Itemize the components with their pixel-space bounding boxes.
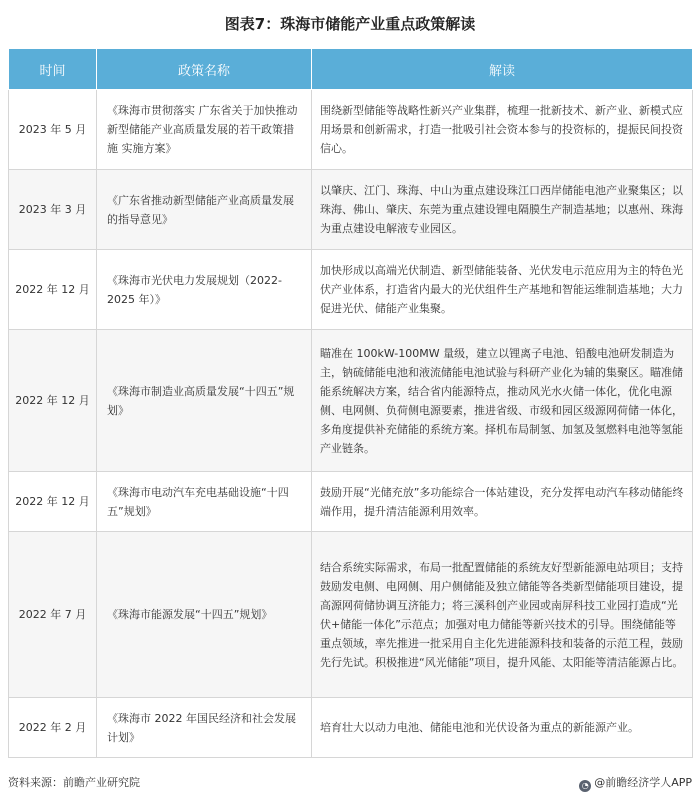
table-header-row [9, 49, 693, 90]
cell-interpretation: 培育壮大以动力电池、储能电池和光伏设备为重点的新能源产业。 [312, 698, 693, 758]
cell-time: 2023 年 3 月 [9, 170, 97, 250]
cell-time: 2022 年 12 月 [9, 250, 97, 330]
cell-interpretation: 鼓励开展“光储充放”多功能综合一体站建设，充分发挥电动汽车移动储能终端作用，提升清洁能源利用效率。 [312, 472, 693, 532]
cell-time: 2022 年 2 月 [9, 698, 97, 758]
table-row [9, 250, 693, 330]
table-row [9, 90, 693, 170]
table-row [9, 532, 693, 698]
cell-interpretation: 加快形成以高端光伏制造、新型储能装备、光伏发电示范应用为主的特色光伏产业体系，打造省内最大的光伏组件生产基地和智能运维制造基地；大力促进光伏、储能产业集聚。 [312, 250, 693, 330]
table-row [9, 472, 693, 532]
cell-policy-name: 《珠海市贯彻落实 广东省关于加快推动新型储能产业高质量发展的若干政策措施 实施方案》 [97, 90, 312, 170]
table-row [9, 698, 693, 758]
source-note: 资料来源：前瞻产业研究院 [8, 776, 140, 789]
header-time: 时间 [9, 49, 97, 90]
cell-interpretation: 瞄准在 100kW-100MW 量级，建立以锂离子电池、铅酸电池研发制造为主，钠硫储能电池和液流储能电池试验与科研产业化为辅的集聚区。瞄准储能系统解决方案，结合省内能源特点，推动风光水火储一体化，优化电源侧、电网侧、负荷侧电源要素，推进省级、市级和园区级源网荷储一体化，多角度提供补充储能的系统方案。择机布局制氢、加氢及氢燃料电池等氢能产业链条。 [312, 330, 693, 472]
cell-policy-name: 《珠海市能源发展“十四五”规划》 [97, 532, 312, 698]
cell-interpretation: 结合系统实际需求，布局一批配置储能的系统友好型新能源电站项目；支持鼓励发电侧、电网侧、用户侧储能及独立储能等各类新型储能项目建设，提高源网荷储协调互济能力；将三溪科创产业园或南屏科技工业园打造成“光伏+储能一体化”示范点；加强对电力储能等新兴技术的引导。围绕储能等重点领域，率先推进一批采用自主化先进能源科技和装备的示范工程，鼓励先行先试。积极推进“风光储能”项目，提升风能、太阳能等清洁能源占比。 [312, 532, 693, 698]
cell-policy-name: 《珠海市制造业高质量发展“十四五”规划》 [97, 330, 312, 472]
brand-label: @前瞻经济学人APP [594, 776, 692, 789]
brand-credit [579, 774, 692, 792]
policy-table [8, 48, 693, 758]
cell-policy-name: 《珠海市电动汽车充电基础设施“十四五”规划》 [97, 472, 312, 532]
qianzhan-logo-icon: ◔ [579, 780, 591, 792]
cell-interpretation: 以肇庆、江门、珠海、中山为重点建设珠江口西岸储能电池产业聚集区；以珠海、佛山、肇庆、东莞为重点建设锂电隔膜生产制造基地；以惠州、珠海为重点建设电解液专业园区。 [312, 170, 693, 250]
chart-title: 图表7：珠海市储能产业重点政策解读 [224, 15, 476, 33]
cell-time: 2023 年 5 月 [9, 90, 97, 170]
cell-policy-name: 《广东省推动新型储能产业高质量发展的指导意见》 [97, 170, 312, 250]
header-interpretation: 解读 [312, 49, 693, 90]
cell-time: 2022 年 12 月 [9, 330, 97, 472]
cell-time: 2022 年 12 月 [9, 472, 97, 532]
header-policy-name: 政策名称 [97, 49, 312, 90]
table-row [9, 330, 693, 472]
table-row [9, 170, 693, 250]
footer [0, 770, 700, 794]
cell-policy-name: 《珠海市光伏电力发展规划（2022-2025 年）》 [97, 250, 312, 330]
cell-interpretation: 围绕新型储能等战略性新兴产业集群，梳理一批新技术、新产业、新模式应用场景和创新需求，打造一批吸引社会资本参与的投资标的，提振民间投资信心。 [312, 90, 693, 170]
cell-time: 2022 年 7 月 [9, 532, 97, 698]
cell-policy-name: 《珠海市 2022 年国民经济和社会发展计划》 [97, 698, 312, 758]
